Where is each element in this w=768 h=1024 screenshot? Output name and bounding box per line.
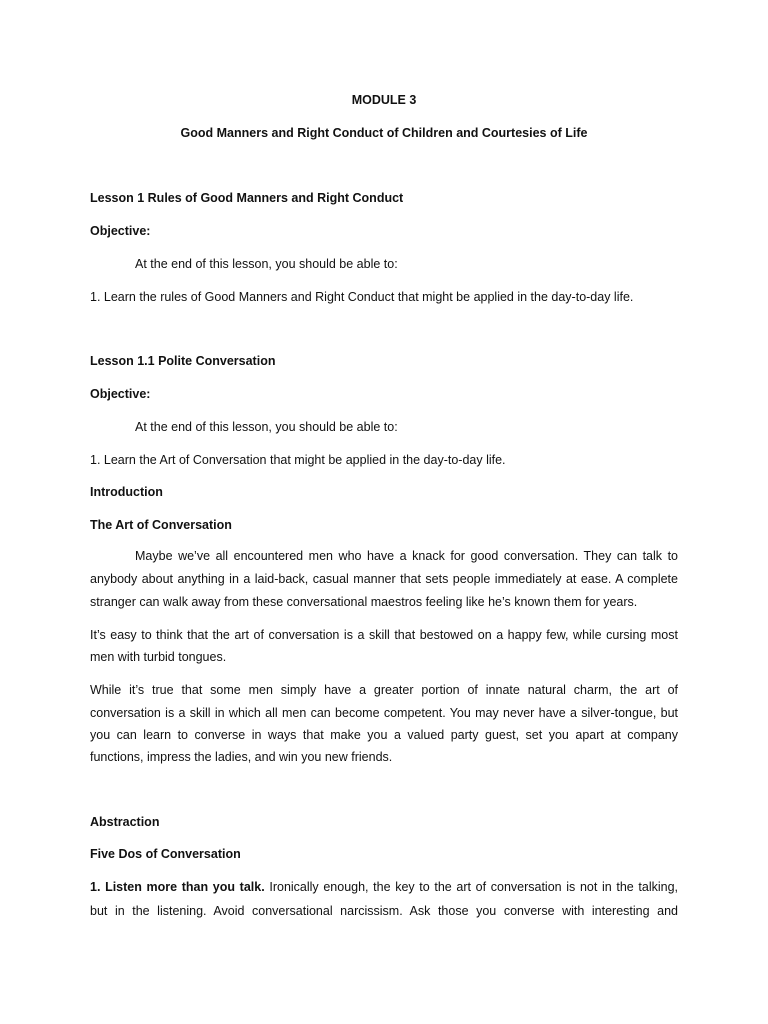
lesson1-title: Lesson 1 Rules of Good Manners and Right Conduct	[90, 191, 404, 205]
point-1-line-2: but in the listening. Avoid conversational narcissism. Ask those you converse with interesting and	[90, 904, 678, 918]
paragraph-1-line-3: stranger can walk away from these conversational maestros feeling like he’s known them for years.	[90, 595, 638, 609]
paragraph-2-line-1: It’s easy to think that the art of conversation is a skill that bestowed on a happy few, while cursing most	[90, 628, 678, 642]
paragraph-3-line-4: functions, impress the ladies, and win you new friends.	[90, 750, 393, 764]
introduction-heading: Introduction	[90, 485, 163, 499]
lesson1-intro: At the end of this lesson, you should be able to:	[135, 257, 398, 271]
paragraph-3-line-3: you can learn to converse in ways that make you a valued party guest, set you apart at company	[90, 728, 678, 742]
module-title: MODULE 3	[351, 93, 417, 107]
five-dos-heading: Five Dos of Conversation	[90, 847, 241, 861]
paragraph-1-line-1: Maybe we’ve all encountered men who have a knack for good conversation. They can talk to	[135, 549, 678, 563]
paragraph-3-line-2: conversation is a skill in which all men can become competent. You may never have a silver-tongue, but	[90, 706, 678, 720]
abstraction-heading: Abstraction	[90, 815, 160, 829]
point-1-rest: Ironically enough, the key to the art of conversation is not in the talking,	[264, 880, 678, 894]
point-1-line-1	[90, 879, 678, 895]
art-of-conversation-heading: The Art of Conversation	[90, 518, 232, 532]
module-subtitle: Good Manners and Right Conduct of Children and Courtesies of Life	[180, 126, 588, 140]
paragraph-2-line-2: men with turbid tongues.	[90, 650, 227, 664]
lesson11-objective-label: Objective:	[90, 387, 151, 401]
lesson1-objective-label: Objective:	[90, 224, 151, 238]
paragraph-1-line-2: anybody about anything in a laid-back, casual manner that sets people immediately at ease. A complete	[90, 572, 678, 586]
point-1-bold-lead: 1. Listen more than you talk.	[90, 880, 265, 894]
paragraph-3-line-1: While it’s true that some men simply have a greater portion of innate natural charm, the art of	[90, 683, 678, 697]
lesson11-intro: At the end of this lesson, you should be able to:	[135, 420, 398, 434]
lesson11-item-1: 1. Learn the Art of Conversation that might be applied in the day-to-day life.	[90, 453, 506, 467]
lesson1-item-1: 1. Learn the rules of Good Manners and Right Conduct that might be applied in the day-to-day life.	[90, 290, 634, 304]
lesson11-title: Lesson 1.1 Polite Conversation	[90, 354, 276, 368]
